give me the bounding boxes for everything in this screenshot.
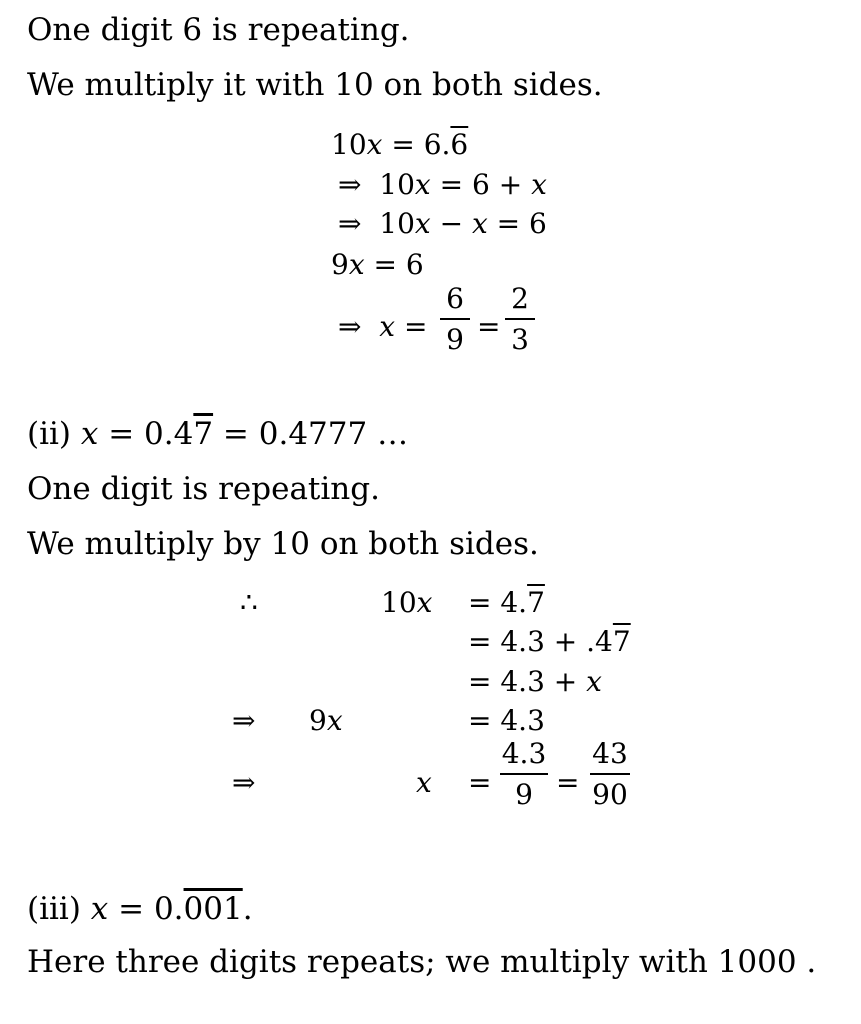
block2-eq-5-equals-1: = [468, 766, 492, 799]
part3-statement: (iii) x = 0.001. [27, 891, 253, 927]
block2-therefore: ∴ [240, 586, 258, 619]
part3-line-1: Here three digits repeats; we multiply with 1000 . [27, 944, 817, 980]
part2-statement: (ii) x = 0.47 = 0.4777 … [27, 416, 409, 452]
block1-eq-4: 9x = 6 [331, 248, 424, 281]
intro-line-1: One digit 6 is repeating. [27, 12, 410, 48]
block2-rhs-2: = 4.3 + .47 [468, 625, 631, 658]
intro-line-2: We multiply it with 10 on both sides. [27, 67, 603, 103]
block2-fraction-4.3-9: 4.3 9 [501, 737, 547, 811]
block1-fraction-6-9: 6 9 [440, 285, 470, 354]
block1-eq-5: ⇒ x = [338, 310, 428, 343]
block2-arrow-5: ⇒ [232, 766, 256, 799]
block2-rhs-3: = 4.3 + x [468, 665, 602, 698]
block1-eq-2: ⇒ 10x = 6 + x [338, 168, 547, 201]
block1-eq-1: 10x = 6.6 [331, 128, 469, 161]
block2-lhs-4: 9x [309, 704, 343, 737]
block1-eq-3: ⇒ 10x − x = 6 [338, 207, 547, 240]
part2-line-2: We multiply by 10 on both sides. [27, 526, 539, 562]
block2-arrow-4: ⇒ [232, 704, 256, 737]
block2-fraction-43-90: 43 90 [590, 740, 630, 809]
block1-eq-5-equals: = [477, 310, 501, 343]
part2-line-1: One digit is repeating. [27, 471, 380, 507]
block2-rhs-1: = 4.7 [468, 586, 545, 619]
block2-rhs-4: = 4.3 [468, 704, 545, 737]
block2-lhs-5: x [416, 766, 432, 799]
block2-lhs-1: 10x [381, 586, 433, 619]
block1-fraction-2-3: 2 3 [505, 285, 535, 354]
block2-eq-5-equals-2: = [556, 766, 580, 799]
